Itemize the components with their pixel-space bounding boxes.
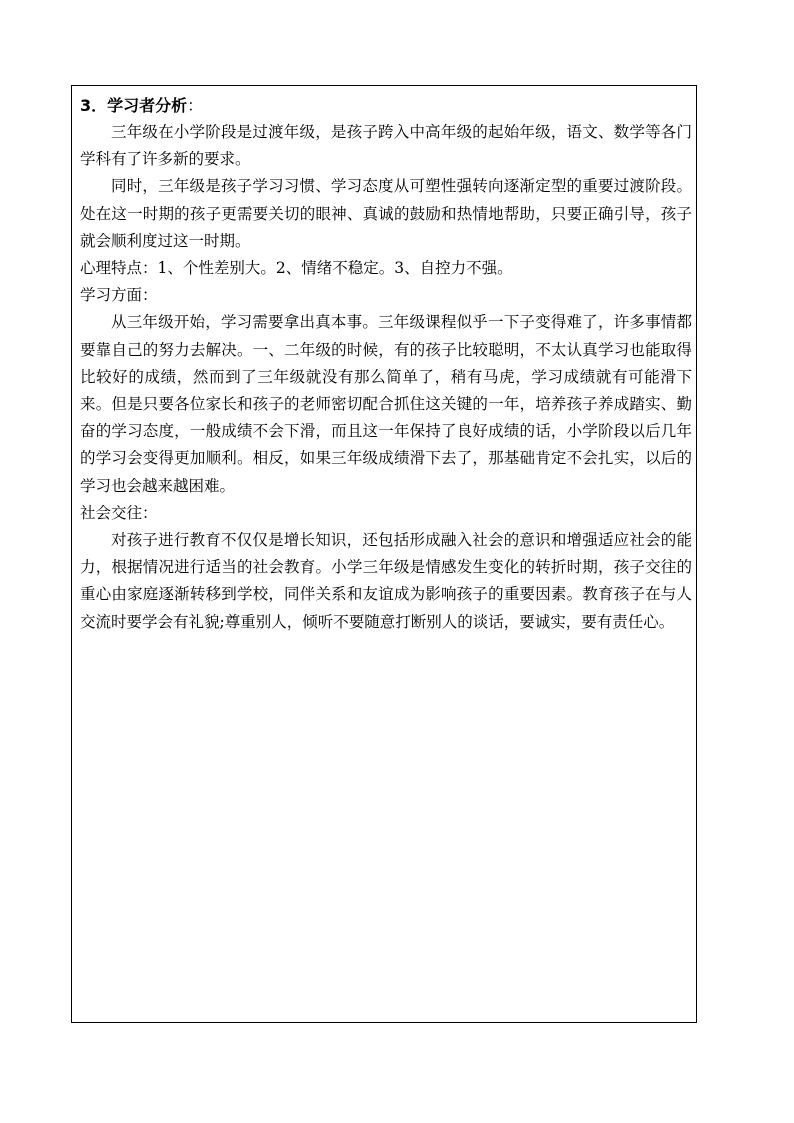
section-heading	[80, 92, 692, 119]
study-label: 学习方面：	[80, 286, 158, 305]
document-frame	[71, 85, 697, 1023]
intro-paragraph-1: 三年级在小学阶段是过渡年级，是孩子跨入中高年级的起始年级，语文、数学等各门学科有了许多新的要求。	[80, 123, 692, 169]
study-paragraph: 从三年级开始，学习需要拿出真本事。三年级课程似乎一下子变得难了，许多事情都要靠自己的努力去解决。一、二年级的时候，有的孩子比较聪明，不太认真学习也能取得比较好的成绩，然而到了三年级就没有那么简单了，稍有马虎，学习成绩就有可能滑下来。但是只要各位家长和孩子的老师密切配合抓住这关键的一年，培养孩子养成踏实、勤奋的学习态度，一般成绩不会下滑，而且这一年保持了良好成绩的话，小学阶段以后几年的学习会变得更加顺利。相反，如果三年级成绩滑下去了，那基础肯定不会扎实，以后的学习也会越来越困难。	[80, 313, 692, 495]
psych-traits-line: 心理特点：1、个性差别大。2、情绪不稳定。3、自控力不强。	[80, 259, 513, 278]
social-paragraph: 对孩子进行教育不仅仅是增长知识，还包括形成融入社会的意识和增强适应社会的能力，根据情况进行适当的社会教育。小学三年级是情感发生变化的转折时期，孩子交往的重心由家庭逐渐转移到学校，同伴关系和友谊成为影响孩子的重要因素。教育孩子在与人交流时要学会有礼貌;尊重别人，倾听不要随意打断别人的谈话，要诚实，要有责任心。	[80, 531, 692, 631]
section-heading-text: 3．学习者分析	[80, 96, 188, 115]
intro-paragraph-2: 同时，三年级是孩子学习习惯、学习态度从可塑性强转向逐渐定型的重要过渡阶段。处在这一时期的孩子更需要关切的眼神、真诚的鼓励和热情地帮助，只要正确引导，孩子就会顺利度过这一时期。	[80, 177, 692, 250]
social-label: 社会交往：	[80, 503, 158, 522]
section-heading-colon: ：	[187, 96, 204, 115]
document-content	[80, 92, 692, 636]
